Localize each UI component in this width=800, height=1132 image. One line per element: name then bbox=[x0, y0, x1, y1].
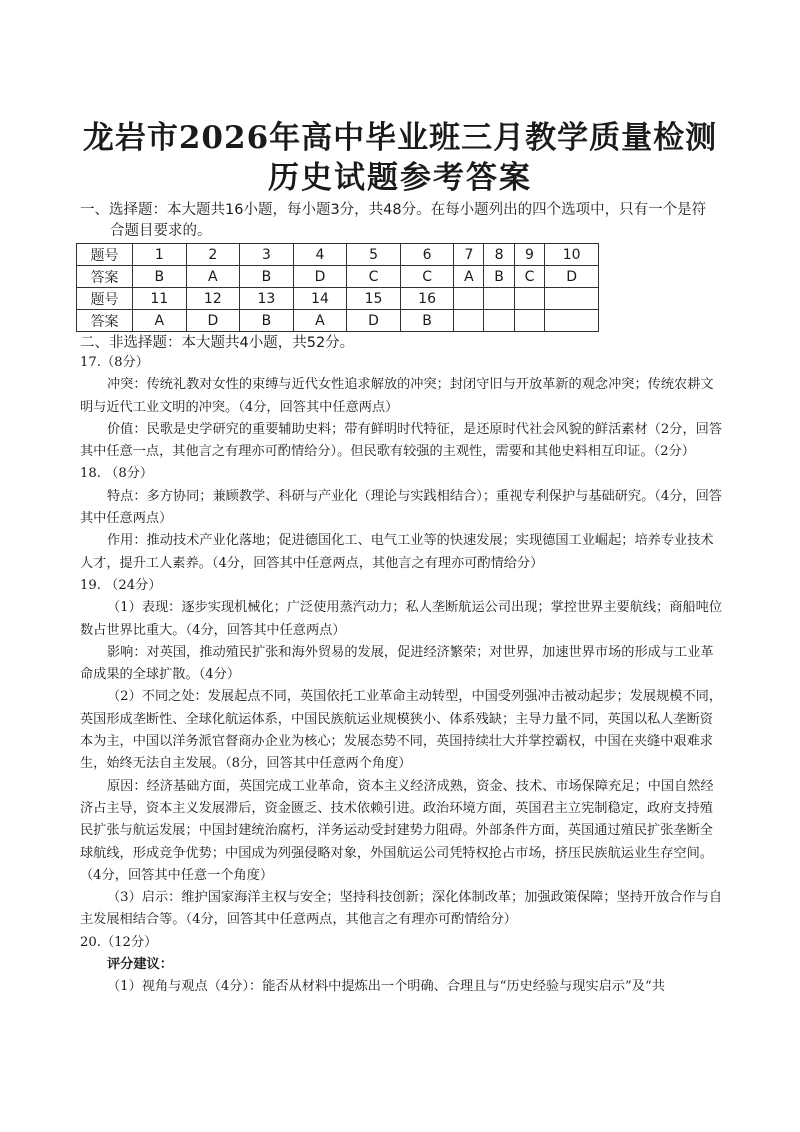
q17-heading: 17.（8分） bbox=[80, 355, 149, 370]
exam-subtitle: 历史试题参考答案 bbox=[268, 160, 532, 196]
section1-line1: 一、选择题：本大题共16小题，每小题3分，共48分。在每小题列出的四个选项中，只有一个是符 bbox=[80, 202, 707, 218]
answer-cell: A bbox=[293, 310, 347, 332]
row-label: 答案 bbox=[77, 310, 133, 332]
question-number bbox=[514, 288, 545, 310]
q20-paragraph-1: （1）视角与观点（4分）：能否从材料中提炼出一个明确、合理且与“历史经验与现实启示”及“共 bbox=[107, 979, 665, 995]
table-row bbox=[77, 266, 599, 288]
answer-cell: B bbox=[240, 266, 294, 288]
q17-paragraph-2: 价值：民歌是史学研究的重要辅助史料；带有鲜明时代特征，是还原时代社会风貌的鲜活素材（2分，回答其中任意一点，其他言之有理亦可酌情给分）。但民歌有较强的主观性，需要和其他史料相互印证。（2分） bbox=[80, 421, 723, 460]
answer-cell: D bbox=[545, 266, 599, 288]
question-number: 7 bbox=[454, 244, 484, 266]
question-number: 9 bbox=[514, 244, 545, 266]
question-number: 2 bbox=[186, 244, 240, 266]
answer-cell: C bbox=[347, 266, 401, 288]
answer-cell: A bbox=[133, 310, 187, 332]
row-label: 答案 bbox=[77, 266, 133, 288]
table-row bbox=[77, 288, 599, 310]
question-number: 3 bbox=[240, 244, 294, 266]
section2-heading: 二、非选择题：本大题共4小题，共52分。 bbox=[80, 335, 355, 351]
question-number: 5 bbox=[347, 244, 401, 266]
q18-paragraph-2: 作用：推动技术产业化落地；促进德国化工、电气工业等的快速发展；实现德国工业崛起；培养专业技术人才，提升工人素养。（4分，回答其中任意两点，其他言之有理亦可酌情给分） bbox=[80, 533, 714, 571]
answer-cell bbox=[484, 310, 514, 332]
answer-cell: B bbox=[484, 266, 514, 288]
question-number: 11 bbox=[133, 288, 187, 310]
q20-scoring-heading: 评分建议： bbox=[107, 957, 173, 973]
answer-cell: A bbox=[454, 266, 484, 288]
question-number: 6 bbox=[400, 244, 454, 266]
answer-cell: D bbox=[293, 266, 347, 288]
answer-cell bbox=[514, 310, 545, 332]
question-number: 10 bbox=[545, 244, 599, 266]
answer-cell: B bbox=[240, 310, 294, 332]
exam-title: 龙岩市2026年高中毕业班三月教学质量检测 bbox=[82, 120, 718, 156]
row-label: 题号 bbox=[77, 244, 133, 266]
question-number: 15 bbox=[347, 288, 401, 310]
q20-heading: 20.（12分） bbox=[80, 934, 158, 950]
answer-cell bbox=[545, 310, 599, 332]
question-number: 4 bbox=[293, 244, 347, 266]
q19-heading: 19. （24分） bbox=[80, 577, 162, 593]
answer-cell: A bbox=[186, 266, 240, 288]
question-number bbox=[545, 288, 599, 310]
question-number bbox=[454, 288, 484, 310]
answer-cell: C bbox=[514, 266, 545, 288]
q19-paragraph-3: （2）不同之处：发展起点不同，英国依托工业革命主动转型，中国受列强冲击被动起步；发展规模不同，英国形成垄断性、全球化航运体系，中国民族航运业规模狭小、体系残缺；主导力量不同，英国以私人垄断资本为主，中国以洋务派官督商办企业为核心；发展态势不同，英国持续壮大并掌控霸权，中国在夹缝中艰难求生，始终无法自主发展。（8分，回答其中任意两个角度） bbox=[80, 689, 723, 772]
answer-cell: D bbox=[347, 310, 401, 332]
question-number: 16 bbox=[400, 288, 454, 310]
question-number: 8 bbox=[484, 244, 514, 266]
question-number: 1 bbox=[133, 244, 187, 266]
table-row bbox=[77, 244, 599, 266]
answer-cell: C bbox=[400, 266, 454, 288]
q19-paragraph-2: 影响：对英国，推动殖民扩张和海外贸易的发展，促进经济繁荣；对世界，加速世界市场的形成与工业革命成果的全球扩散。（4分） bbox=[80, 644, 714, 683]
q19-paragraph-4: 原因：经济基础方面，英国完成工业革命，资本主义经济成熟，资金、技术、市场保障充足；中国自然经济占主导，资本主义发展滞后，资金匮乏、技术依赖引进。政治环境方面，英国君主立宪制稳定，政府支持殖民扩张与航运发展；中国封建统治腐朽，洋务运动受封建势力阻碍。外部条件方面，英国通过殖民扩张垄断全球航线，形成竞争优势；中国成为列强侵略对象，外国航运公司凭特权抢占市场，挤压民族航运业生存空间。（4分，回答其中任意一个角度） bbox=[80, 778, 714, 883]
table-row bbox=[77, 310, 599, 332]
question-number: 12 bbox=[186, 288, 240, 310]
q19-paragraph-1: （1）表现：逐步实现机械化；广泛使用蒸汽动力；私人垄断航运公司出现；掌控世界主要航线；商船吨位数占世界比重大。（4分，回答其中任意两点） bbox=[80, 600, 723, 638]
q18-heading: 18. （8分） bbox=[80, 466, 154, 482]
q17-paragraph-1: 冲突：传统礼教对女性的束缚与近代女性追求解放的冲突；封闭守旧与开放革新的观念冲突；传统农耕文明与近代工业文明的冲突。（4分，回答其中任意两点） bbox=[80, 377, 714, 415]
q19-paragraph-5: （3）启示：维护国家海洋主权与安全；坚持科技创新；深化体制改革；加强政策保障；坚持开放合作与自主发展相结合等。（4分，回答其中任意两点，其他言之有理亦可酌情给分） bbox=[80, 890, 723, 928]
answer-cell: D bbox=[186, 310, 240, 332]
answer-table bbox=[76, 243, 599, 332]
question-number bbox=[484, 288, 514, 310]
question-number: 14 bbox=[293, 288, 347, 310]
row-label: 题号 bbox=[77, 288, 133, 310]
question-number: 13 bbox=[240, 288, 294, 310]
answer-cell: B bbox=[400, 310, 454, 332]
answer-content bbox=[80, 352, 724, 999]
answer-cell: B bbox=[133, 266, 187, 288]
q18-paragraph-1: 特点：多方协同；兼顾教学、科研与产业化（理论与实践相结合）；重视专利保护与基础研究。（4分，回答其中任意两点） bbox=[80, 488, 722, 527]
section1-line2: 合题目要求的。 bbox=[110, 223, 212, 239]
section1-instructions bbox=[80, 200, 730, 242]
answer-cell bbox=[454, 310, 484, 332]
